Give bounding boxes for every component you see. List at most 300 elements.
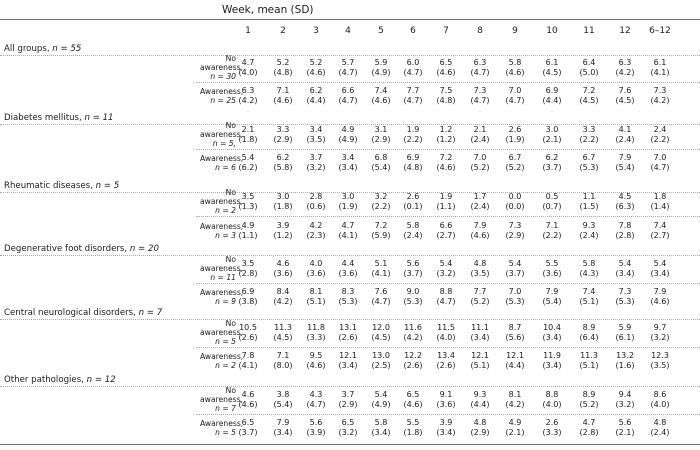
data-cell — [535, 58, 569, 78]
data-cell — [498, 287, 532, 307]
cell-sd: (0.6) — [306, 202, 326, 211]
cell-mean: 4.7 — [582, 418, 596, 427]
data-cell — [643, 418, 677, 438]
cell-mean: 5.4 — [653, 259, 667, 268]
cell-mean: 12.3 — [651, 351, 669, 360]
cell-sd: (4.0) — [650, 400, 670, 409]
cell-sd: (4.4) — [306, 96, 326, 105]
cell-mean: 10.5 — [239, 323, 257, 332]
cell-sd: (4.6) — [436, 68, 456, 77]
cell-sd: (4.8) — [436, 96, 456, 105]
condition-count: n = 6 — [215, 163, 236, 172]
cell-mean: 7.4 — [374, 86, 388, 95]
cell-mean: 2.6 — [406, 192, 420, 201]
week-column-header: 4 — [345, 26, 351, 36]
data-cell — [429, 287, 463, 307]
group-count: n = 5 — [95, 181, 120, 191]
cell-sd: (3.6) — [338, 269, 358, 278]
data-cell — [331, 192, 365, 212]
cell-sd: (2.4) — [650, 428, 670, 437]
data-cell — [463, 125, 497, 145]
cell-sd: (2.9) — [371, 135, 391, 144]
cell-mean: 7.3 — [653, 86, 667, 95]
cell-sd: (2.7) — [436, 231, 456, 240]
table-title: Week, mean (SD) — [222, 4, 314, 16]
cell-sd: (4.1) — [238, 361, 258, 370]
data-cell — [572, 351, 606, 371]
data-cell — [231, 86, 265, 106]
cell-sd: (4.6) — [306, 68, 326, 77]
cell-sd: (2.4) — [470, 202, 490, 211]
cell-sd: (5.2) — [470, 163, 490, 172]
cell-mean: 7.0 — [508, 86, 522, 95]
data-cell — [498, 58, 532, 78]
cell-mean: 5.4 — [508, 259, 522, 268]
cell-sd: (5.3) — [338, 297, 358, 306]
data-cell — [331, 125, 365, 145]
cell-mean: 2.4 — [653, 125, 667, 134]
data-cell — [535, 192, 569, 212]
cell-mean: 5.1 — [374, 259, 388, 268]
cell-sd: (4.7) — [403, 96, 423, 105]
cell-mean: 4.6 — [241, 390, 255, 399]
data-cell — [364, 390, 398, 410]
data-cell — [231, 153, 265, 173]
cell-sd: (3.6) — [306, 269, 326, 278]
data-cell — [364, 221, 398, 241]
data-cell — [331, 153, 365, 173]
condition-text: awareness, — [200, 395, 243, 404]
data-cell — [643, 221, 677, 241]
cell-sd: (4.6) — [403, 400, 423, 409]
data-cell — [266, 259, 300, 279]
cell-sd: (4.1) — [338, 231, 358, 240]
group-count: n = 20 — [129, 244, 159, 254]
cell-mean: 4.6 — [276, 259, 290, 268]
cell-sd: (3.7) — [542, 163, 562, 172]
cell-mean: 8.9 — [582, 323, 596, 332]
cell-sd: (4.8) — [273, 68, 293, 77]
cell-mean: 13.1 — [339, 323, 357, 332]
group-divider — [0, 319, 700, 320]
cell-mean: 8.8 — [545, 390, 559, 399]
data-cell — [364, 323, 398, 343]
cell-sd: (3.6) — [273, 269, 293, 278]
data-cell — [364, 259, 398, 279]
cell-mean: 7.6 — [374, 287, 388, 296]
row-divider — [196, 82, 700, 83]
cell-mean: 3.3 — [276, 125, 290, 134]
cell-mean: 1.7 — [473, 192, 487, 201]
condition-count: n = 25 — [210, 96, 236, 105]
data-cell — [463, 390, 497, 410]
data-cell — [498, 418, 532, 438]
cell-sd: (3.9) — [306, 428, 326, 437]
data-cell — [266, 86, 300, 106]
cell-sd: (5.8) — [273, 163, 293, 172]
data-cell — [331, 86, 365, 106]
data-cell — [266, 192, 300, 212]
cell-sd: (4.5) — [542, 68, 562, 77]
data-cell — [299, 86, 333, 106]
condition-count: n = 5, — [212, 139, 236, 148]
cell-mean: 6.3 — [618, 58, 632, 67]
data-cell — [331, 259, 365, 279]
data-cell — [231, 351, 265, 371]
data-cell — [643, 58, 677, 78]
cell-sd: (2.4) — [579, 231, 599, 240]
cell-mean: 5.6 — [406, 259, 420, 268]
cell-sd: (5.1) — [306, 297, 326, 306]
cell-sd: (4.1) — [371, 269, 391, 278]
row-divider — [196, 149, 700, 150]
data-cell — [364, 351, 398, 371]
condition-count: n = 9 — [215, 297, 236, 306]
cell-mean: 7.5 — [439, 86, 453, 95]
data-cell — [396, 86, 430, 106]
cell-mean: 7.7 — [406, 86, 420, 95]
cell-sd: (0.1) — [403, 202, 423, 211]
data-cell — [266, 221, 300, 241]
week-column-header: 9 — [512, 26, 518, 36]
cell-sd: (3.2) — [338, 428, 358, 437]
cell-sd: (4.2) — [505, 400, 525, 409]
data-cell — [231, 221, 265, 241]
cell-mean: 5.4 — [374, 390, 388, 399]
data-cell — [498, 221, 532, 241]
group-label — [4, 113, 114, 123]
data-cell — [429, 259, 463, 279]
data-cell — [396, 58, 430, 78]
cell-mean: 12.1 — [506, 351, 524, 360]
data-cell — [299, 58, 333, 78]
cell-mean: 10.4 — [543, 323, 561, 332]
data-cell — [608, 125, 642, 145]
cell-sd: (4.2) — [615, 68, 635, 77]
cell-mean: 3.7 — [309, 153, 323, 162]
cell-sd: (4.7) — [306, 400, 326, 409]
cell-sd: (4.2) — [238, 96, 258, 105]
cell-mean: 4.1 — [618, 125, 632, 134]
cell-mean: 8.1 — [508, 390, 522, 399]
data-cell — [429, 323, 463, 343]
cell-sd: (3.2) — [306, 163, 326, 172]
cell-sd: (3.4) — [338, 361, 358, 370]
cell-mean: 7.0 — [653, 153, 667, 162]
data-cell — [535, 418, 569, 438]
cell-sd: (1.1) — [436, 202, 456, 211]
data-cell — [266, 287, 300, 307]
cell-mean: 7.3 — [618, 287, 632, 296]
condition-text: awareness, — [200, 197, 243, 206]
data-cell — [396, 192, 430, 212]
cell-mean: 7.2 — [374, 221, 388, 230]
data-cell — [463, 153, 497, 173]
cell-mean: 4.9 — [508, 418, 522, 427]
data-cell — [463, 323, 497, 343]
data-cell — [608, 351, 642, 371]
data-cell — [608, 192, 642, 212]
cell-sd: (3.3) — [542, 428, 562, 437]
cell-mean: 13.2 — [616, 351, 634, 360]
data-cell — [364, 287, 398, 307]
data-cell — [396, 125, 430, 145]
cell-mean: 4.4 — [341, 259, 355, 268]
data-cell — [608, 323, 642, 343]
group-label — [4, 375, 116, 385]
data-cell — [498, 86, 532, 106]
cell-sd: (3.7) — [505, 269, 525, 278]
cell-sd: (4.6) — [505, 68, 525, 77]
cell-sd: (8.0) — [273, 361, 293, 370]
group-name: Diabetes mellitus, — [4, 113, 85, 123]
cell-mean: 9.1 — [439, 390, 453, 399]
cell-sd: (1.6) — [615, 361, 635, 370]
cell-sd: (4.4) — [470, 400, 490, 409]
cell-mean: 4.2 — [309, 221, 323, 230]
data-cell — [463, 192, 497, 212]
cell-mean: 6.9 — [545, 86, 559, 95]
cell-sd: (3.7) — [238, 428, 258, 437]
cell-sd: (3.7) — [403, 269, 423, 278]
cell-mean: 3.5 — [241, 192, 255, 201]
cell-mean: 9.0 — [406, 287, 420, 296]
cell-mean: 3.9 — [439, 418, 453, 427]
data-cell — [498, 192, 532, 212]
cell-mean: 5.4 — [618, 259, 632, 268]
data-cell — [396, 259, 430, 279]
cell-mean: 4.8 — [473, 259, 487, 268]
cell-sd: (5.3) — [505, 297, 525, 306]
data-cell — [572, 418, 606, 438]
cell-mean: 9.5 — [309, 351, 323, 360]
data-cell — [572, 153, 606, 173]
cell-mean: 11.9 — [543, 351, 561, 360]
cell-sd: (3.4) — [615, 269, 635, 278]
cell-mean: 6.5 — [439, 58, 453, 67]
data-cell — [608, 221, 642, 241]
cell-mean: 3.7 — [341, 390, 355, 399]
data-cell — [429, 58, 463, 78]
data-cell — [608, 287, 642, 307]
cell-mean: 4.7 — [241, 58, 255, 67]
data-cell — [429, 390, 463, 410]
group-divider — [0, 386, 700, 387]
cell-sd: (2.9) — [470, 428, 490, 437]
data-cell — [364, 125, 398, 145]
data-cell — [299, 287, 333, 307]
cell-sd: (4.7) — [403, 68, 423, 77]
cell-sd: (4.2) — [403, 333, 423, 342]
cell-sd: (4.4) — [505, 361, 525, 370]
data-cell — [572, 192, 606, 212]
cell-mean: 7.1 — [545, 221, 559, 230]
data-cell — [535, 390, 569, 410]
data-cell — [364, 192, 398, 212]
cell-mean: 2.6 — [508, 125, 522, 134]
cell-sd: (2.8) — [579, 428, 599, 437]
data-cell — [608, 259, 642, 279]
cell-sd: (2.4) — [470, 135, 490, 144]
cell-mean: 2.8 — [309, 192, 323, 201]
cell-sd: (2.2) — [579, 135, 599, 144]
cell-mean: 3.8 — [276, 390, 290, 399]
cell-mean: 7.0 — [508, 287, 522, 296]
cell-mean: 5.5 — [545, 259, 559, 268]
data-cell — [572, 58, 606, 78]
data-cell — [331, 418, 365, 438]
cell-mean: 5.8 — [406, 221, 420, 230]
cell-mean: 8.7 — [508, 323, 522, 332]
data-cell — [429, 418, 463, 438]
cell-sd: (2.6) — [436, 361, 456, 370]
cell-mean: 6.9 — [406, 153, 420, 162]
cell-sd: (4.6) — [306, 361, 326, 370]
group-name: Rheumatic diseases, — [4, 181, 96, 191]
data-cell — [498, 153, 532, 173]
data-cell — [608, 418, 642, 438]
cell-sd: (3.5) — [470, 269, 490, 278]
data-cell — [331, 390, 365, 410]
data-cell — [396, 323, 430, 343]
cell-sd: (5.1) — [579, 297, 599, 306]
cell-sd: (4.2) — [650, 96, 670, 105]
condition-text: Awareness, — [200, 419, 244, 428]
data-cell — [429, 192, 463, 212]
cell-mean: 9.3 — [473, 390, 487, 399]
cell-mean: 5.4 — [241, 153, 255, 162]
cell-mean: 3.4 — [309, 125, 323, 134]
cell-mean: 7.9 — [473, 221, 487, 230]
cell-mean: 7.4 — [653, 221, 667, 230]
cell-sd: (5.4) — [273, 400, 293, 409]
cell-mean: 9.7 — [653, 323, 667, 332]
cell-sd: (3.4) — [436, 428, 456, 437]
data-cell — [498, 351, 532, 371]
cell-mean: 6.5 — [406, 390, 420, 399]
cell-sd: (0.7) — [542, 202, 562, 211]
week-column-header: 1 — [245, 26, 251, 36]
cell-sd: (3.6) — [436, 400, 456, 409]
data-cell — [231, 259, 265, 279]
cell-sd: (5.3) — [403, 297, 423, 306]
cell-sd: (4.5) — [371, 333, 391, 342]
group-name: Degenerative foot disorders, — [4, 244, 130, 254]
condition-text: No — [225, 386, 236, 395]
data-cell — [231, 390, 265, 410]
cell-sd: (4.6) — [650, 297, 670, 306]
cell-mean: 7.2 — [582, 86, 596, 95]
cell-mean: 5.2 — [276, 58, 290, 67]
cell-sd: (5.3) — [579, 163, 599, 172]
data-cell — [535, 287, 569, 307]
cell-mean: 7.0 — [473, 153, 487, 162]
data-cell — [299, 418, 333, 438]
data-cell — [429, 86, 463, 106]
cell-sd: (1.9) — [338, 202, 358, 211]
cell-mean: 6.4 — [582, 58, 596, 67]
cell-sd: (3.5) — [650, 361, 670, 370]
cell-sd: (2.1) — [505, 428, 525, 437]
condition-count: n = 2 — [215, 361, 236, 370]
data-cell — [429, 125, 463, 145]
cell-sd: (4.3) — [579, 269, 599, 278]
cell-sd: (4.9) — [338, 135, 358, 144]
data-cell — [396, 153, 430, 173]
cell-mean: 8.4 — [276, 287, 290, 296]
cell-sd: (3.4) — [470, 333, 490, 342]
cell-sd: (3.3) — [306, 333, 326, 342]
data-cell — [463, 86, 497, 106]
cell-sd: (4.7) — [470, 68, 490, 77]
cell-mean: 5.4 — [439, 259, 453, 268]
cell-mean: 6.8 — [374, 153, 388, 162]
cell-mean: 5.8 — [508, 58, 522, 67]
condition-text: awareness, — [200, 264, 243, 273]
cell-sd: (4.5) — [579, 96, 599, 105]
cell-sd: (3.4) — [542, 333, 562, 342]
cell-sd: (3.4) — [542, 361, 562, 370]
cell-sd: (1.5) — [579, 202, 599, 211]
cell-mean: 5.6 — [309, 418, 323, 427]
data-cell — [299, 390, 333, 410]
data-cell — [535, 86, 569, 106]
cell-mean: 3.0 — [341, 192, 355, 201]
cell-sd: (3.2) — [650, 333, 670, 342]
cell-mean: 6.2 — [276, 153, 290, 162]
data-cell — [535, 125, 569, 145]
data-cell — [498, 323, 532, 343]
cell-mean: 0.0 — [508, 192, 522, 201]
cell-mean: 11.6 — [404, 323, 422, 332]
cell-sd: (4.6) — [371, 96, 391, 105]
group-label — [4, 44, 81, 54]
cell-mean: 1.2 — [439, 125, 453, 134]
table-bottom-rule — [0, 444, 700, 445]
cell-mean: 1.1 — [582, 192, 596, 201]
data-cell — [396, 390, 430, 410]
cell-mean: 8.1 — [309, 287, 323, 296]
cell-mean: 12.2 — [404, 351, 422, 360]
data-cell — [498, 390, 532, 410]
cell-sd: (5.0) — [579, 68, 599, 77]
data-cell — [463, 58, 497, 78]
header-divider — [0, 19, 700, 20]
data-cell — [396, 351, 430, 371]
cell-mean: 12.0 — [372, 323, 390, 332]
cell-sd: (2.8) — [615, 231, 635, 240]
cell-sd: (2.1) — [615, 428, 635, 437]
condition-text: Awareness, — [200, 87, 244, 96]
cell-sd: (3.2) — [615, 400, 635, 409]
condition-count: n = 11 — [210, 273, 236, 282]
cell-mean: 5.8 — [374, 418, 388, 427]
cell-mean: 5.6 — [618, 418, 632, 427]
week-column-header: 2 — [280, 26, 286, 36]
week-column-header: 11 — [583, 26, 595, 36]
cell-sd: (2.9) — [338, 400, 358, 409]
cell-mean: 7.3 — [473, 86, 487, 95]
condition-text: No — [225, 121, 236, 130]
cell-mean: 1.8 — [653, 192, 667, 201]
condition-count: n = 5 — [215, 337, 236, 346]
week-column-header: 6 — [410, 26, 416, 36]
cell-sd: (6.2) — [238, 163, 258, 172]
data-cell — [572, 323, 606, 343]
data-cell — [643, 125, 677, 145]
cell-sd: (4.5) — [615, 96, 635, 105]
cell-sd: (2.8) — [238, 269, 258, 278]
